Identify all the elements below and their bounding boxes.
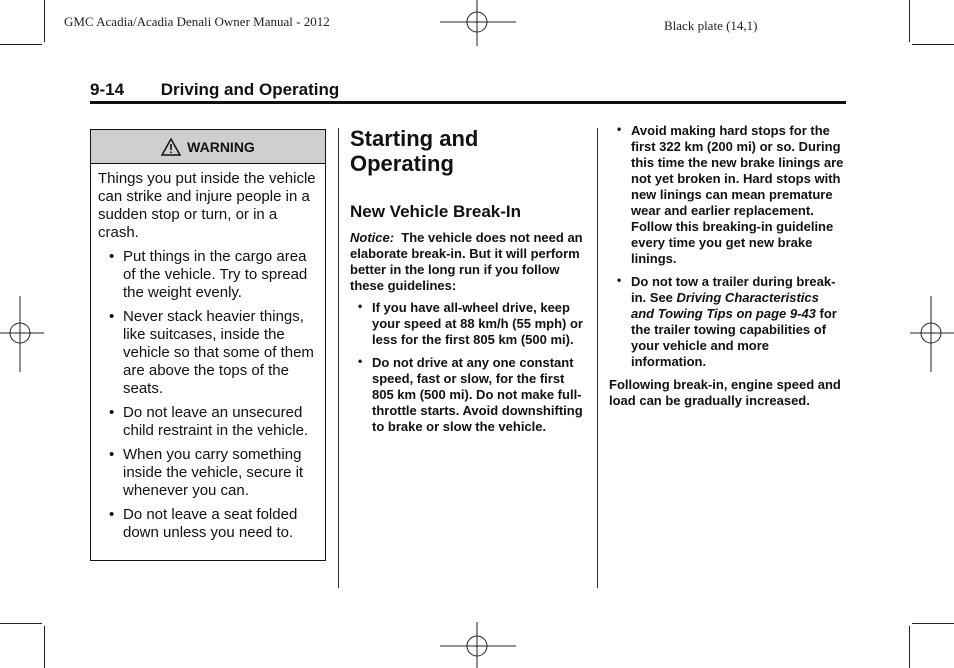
notice-text: The vehicle does not need an elaborate break-in. But it will perform better in the long run if you follow these guidelines:: [350, 230, 583, 293]
list-item: • Do not drive at any one constant speed, fast or slow, for the first 805 km (500 mi). Do not make full-throttle starts. Avoid downshifting to brake or slow the vehicle.: [350, 355, 586, 435]
subsection-title: New Vehicle Break-In: [350, 202, 522, 221]
cross-reference-link[interactable]: Driving Characteristics and Towing Tips on page 9-43: [631, 290, 819, 321]
crop-mark: [44, 626, 45, 668]
column-divider: [597, 128, 598, 588]
crop-mark: [0, 623, 42, 624]
notice-paragraph: [350, 230, 586, 294]
guideline-list: [350, 300, 586, 435]
warning-icon: [161, 138, 181, 156]
list-item: • When you carry something inside the vehicle, secure it whenever you can.: [98, 446, 317, 500]
list-item: • If you have all-wheel drive, keep your speed at 88 km/h (55 mph) or less for the first 805 km (500 mi).: [350, 300, 586, 348]
crop-mark: [912, 44, 954, 45]
list-item: • Avoid making hard stops for the first 322 km (200 mi) or so. During this time the new brake linings are not yet broken in. Hard stops with new linings can mean premature wear and earlier replacement. Follow this breaking-in guideline every time you get new brake linings.: [609, 123, 845, 267]
crop-mark: [912, 623, 954, 624]
header-rule: [90, 101, 846, 104]
crop-mark: [909, 0, 910, 42]
right-column: [609, 123, 845, 409]
item-text: Do not tow a trailer during break-in. See: [631, 274, 836, 305]
list-item: [609, 274, 845, 370]
manual-title: GMC Acadia/Acadia Denali Owner Manual - 2012: [64, 14, 330, 29]
crop-mark: [909, 626, 910, 668]
section-title: Driving and Operating: [160, 80, 340, 99]
warning-label: WARNING: [187, 138, 255, 155]
list-item: • Do not leave a seat folded down unless you need to.: [98, 506, 317, 542]
item-text: for the trailer towing capabilities of your vehicle and more information.: [631, 306, 837, 369]
page-title: [350, 126, 586, 176]
warning-intro: Things you put inside the vehicle can strike and injure people in a sudden stop or turn, or in a crash.: [98, 170, 316, 241]
guideline-list-continued: [609, 123, 845, 370]
closing-paragraph: Following break-in, engine speed and load can be gradually increased.: [609, 377, 841, 408]
list-item: • Never stack heavier things, like suitcases, inside the vehicle so that some of them are above the tops of the seats.: [98, 308, 317, 398]
registration-mark-right: [910, 296, 954, 372]
running-head: [90, 80, 339, 100]
crop-mark: [0, 44, 42, 45]
column-divider: [338, 128, 339, 588]
registration-mark-left: [0, 296, 44, 372]
registration-mark-top: [440, 0, 516, 46]
list-item: • Do not leave an unsecured child restraint in the vehicle.: [98, 404, 317, 440]
title-line: Operating: [350, 151, 454, 176]
warning-header: [91, 130, 325, 164]
main-column: [350, 126, 586, 442]
warning-box: [90, 129, 326, 561]
notice-label: Notice:: [350, 230, 395, 245]
registration-mark-bottom: [440, 622, 516, 668]
title-line: Starting and: [350, 126, 479, 151]
plate-label: Black plate (14,1): [664, 18, 758, 33]
list-item: • Put things in the cargo area of the vehicle. Try to spread the weight evenly.: [98, 248, 317, 302]
crop-mark: [44, 0, 45, 42]
warning-list: [98, 248, 317, 542]
page-number: 9-14: [90, 80, 125, 99]
